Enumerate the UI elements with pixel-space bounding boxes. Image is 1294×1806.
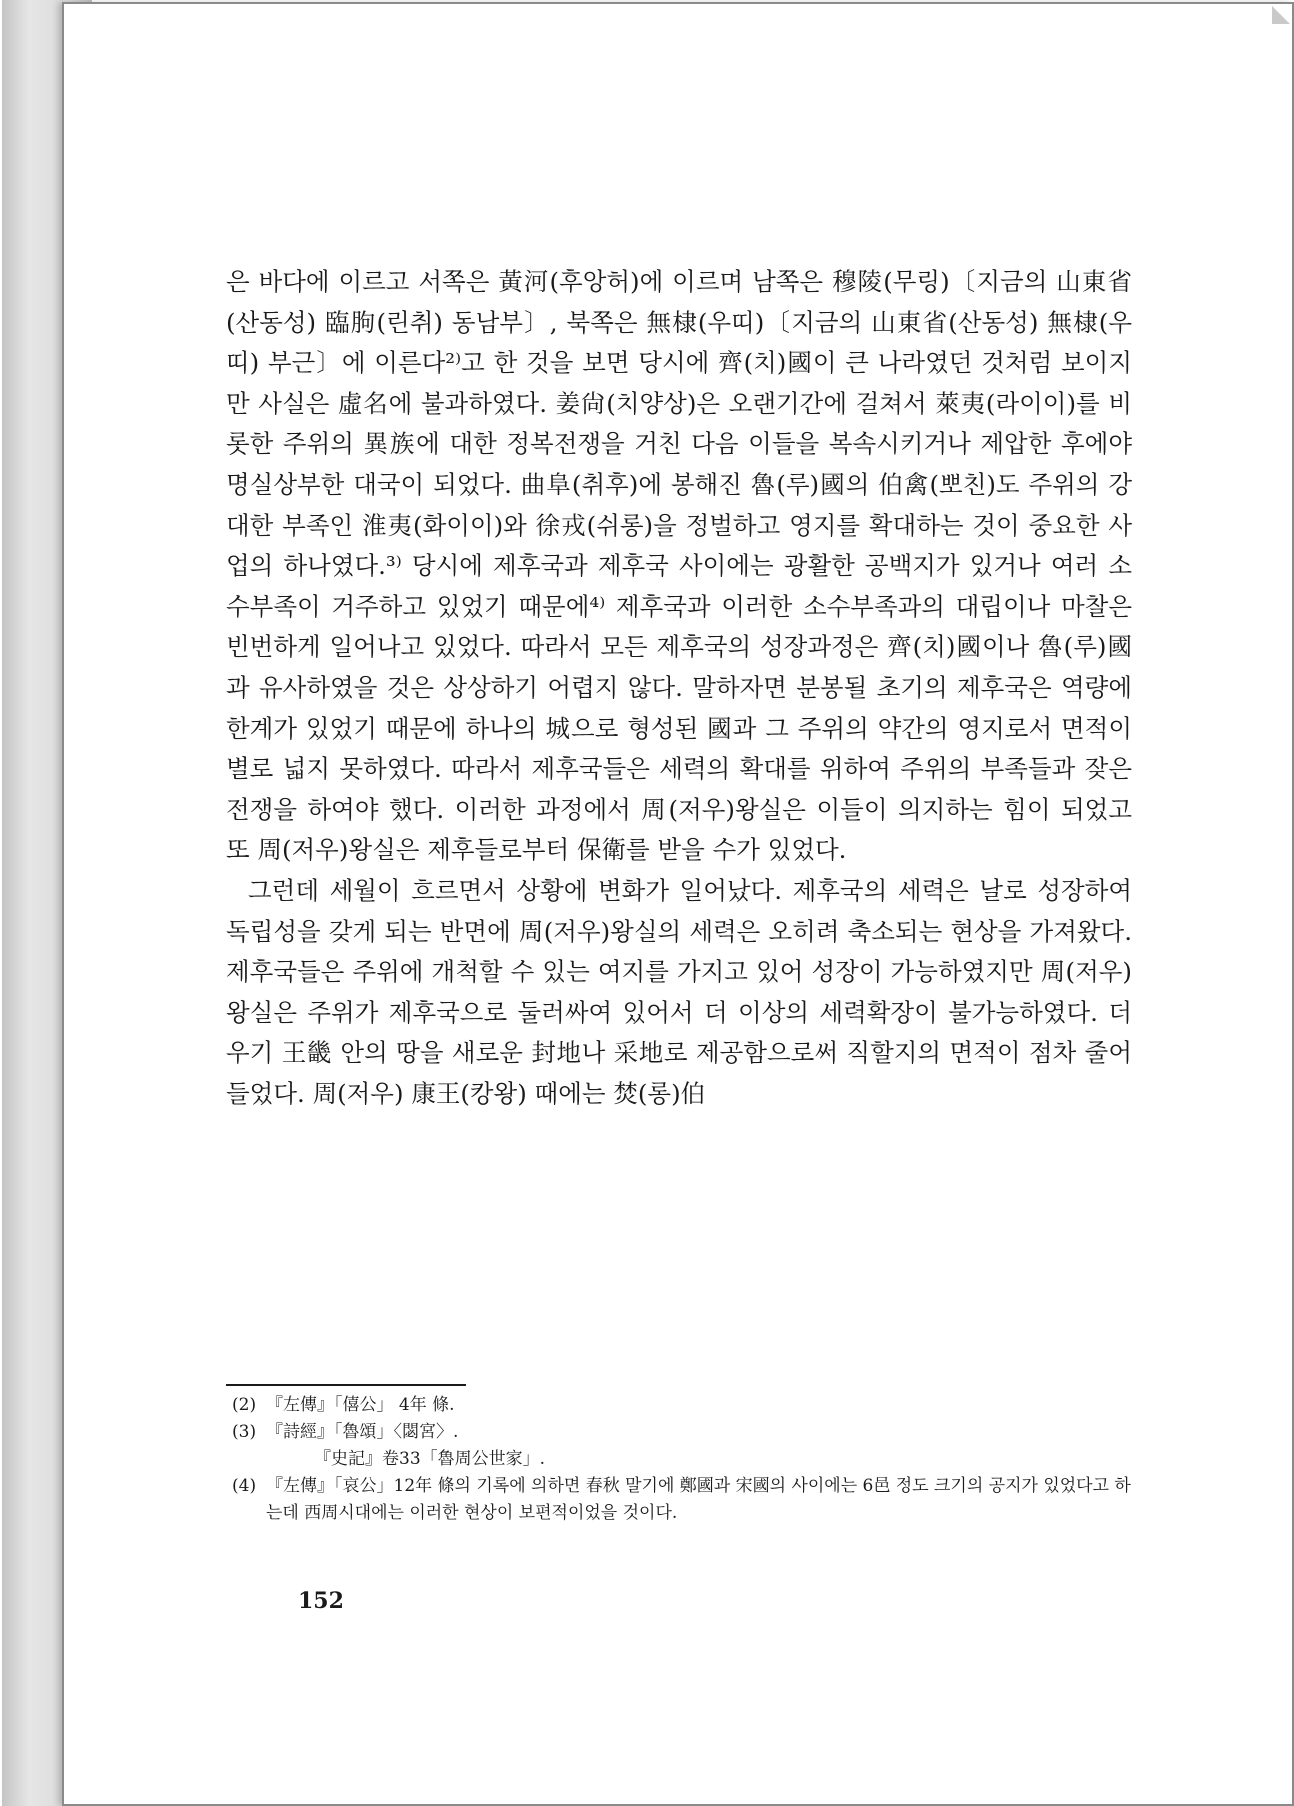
- footnotes: [226, 1392, 1132, 1527]
- footnote-3-continuation: 『史記』卷33「魯周公世家」.: [314, 1449, 546, 1469]
- paragraph-1: 은 바다에 이르고 서쪽은 黃河(후앙허)에 이르며 남쪽은 穆陵(무링)〔지금의 山東省(산동성) 臨朐(린취) 동남부〕, 북쪽은 無棣(우띠)〔지금의 山東省(산동성) 無棣(우띠) 부근〕에 이른다²⁾고 한 것을 보면 당시에 齊(치)國이 큰 나라였던 것처럼 보이지만 사실은 虛名에 불과하였다. 姜尙(치양상)은 오랜기간에 걸쳐서 萊夷(라이이)를 비롯한 주위의 異族에 대한 정복전쟁을 거친 다음 이들을 복속시키거나 제압한 후에야 명실상부한 대국이 되었다. 曲阜(취후)에 봉해진 魯(루)國의 伯禽(뽀친)도 주위의 강대한 부족인 淮夷(화이이)와 徐戎(쉬롱)을 정벌하고 영지를 확대하는 것이 중요한 사업의 하나였다.³⁾ 당시에 제후국과 제후국 사이에는 광활한 공백지가 있거나 여러 소수부족이 거주하고 있었기 때문에⁴⁾ 제후국과 이러한 소수부족과의 대립이나 마찰은 빈번하게 일어나고 있었다. 따라서 모든 제후국의 성장과정은 齊(치)國이나 魯(루)國과 유사하였을 것은 상상하기 어렵지 않다. 말하자면 분봉될 초기의 제후국은 역량에 한계가 있었기 때문에 하나의 城으로 형성된 國과 그 주위의 약간의 영지로서 면적이 별로 넓지 못하였다. 따라서 제후국들은 세력의 확대를 위하여 주위의 부족들과 잦은 전쟁을 하여야 했다. 이러한 과정에서 周(저우)왕실은 이들이 의지하는 힘이 되었고 또 周(저우)왕실은 제후들로부터 保衛를 받을 수가 있었다.: [226, 267, 1132, 865]
- main-text: [226, 262, 1132, 1114]
- footnote-number: (3): [232, 1422, 257, 1442]
- paragraph-2: 그런데 세월이 흐르면서 상황에 변화가 일어났다. 제후국의 세력은 날로 성장하여 독립성을 갖게 되는 반면에 周(저우)왕실의 세력은 오히려 축소되는 현상을 가져왔다. 제후국들은 주위에 개척할 수 있는 여지를 가지고 있어 성장이 가능하였지만 周(저우)왕실은 주위가 제후국으로 둘러싸여 있어서 더 이상의 세력확장이 불가능하였다. 더우기 王畿 안의 땅을 새로운 封地나 采地로 제공함으로써 직할지의 면적이 점차 줄어들었다. 周(저우) 康王(캉왕) 때에는 焚(롱)伯: [226, 875, 1132, 1108]
- footnote-text: 『詩經』「魯頌」〈閟宮〉.: [266, 1422, 459, 1442]
- footnote-3: [226, 1419, 1132, 1446]
- footnote-divider: [226, 1384, 466, 1386]
- page-number: 152: [298, 1588, 344, 1614]
- footnote-4: [226, 1473, 1132, 1527]
- footnote-number: (4): [232, 1476, 257, 1496]
- footnote-2: [226, 1392, 1132, 1419]
- page-corner: [1272, 6, 1290, 24]
- footnote-text: 『左傳』「哀公」12年 條의 기록에 의하면 春秋 말기에 鄭國과 宋國의 사이에는 6邑 정도 크기의 공지가 있었다고 하는데 西周시대에는 이러한 현상이 보편적이었을 것이다.: [266, 1476, 1131, 1523]
- footnote-text: 『左傳』「僖公」 4年 條.: [266, 1395, 455, 1415]
- footnote-number: (2): [232, 1395, 257, 1415]
